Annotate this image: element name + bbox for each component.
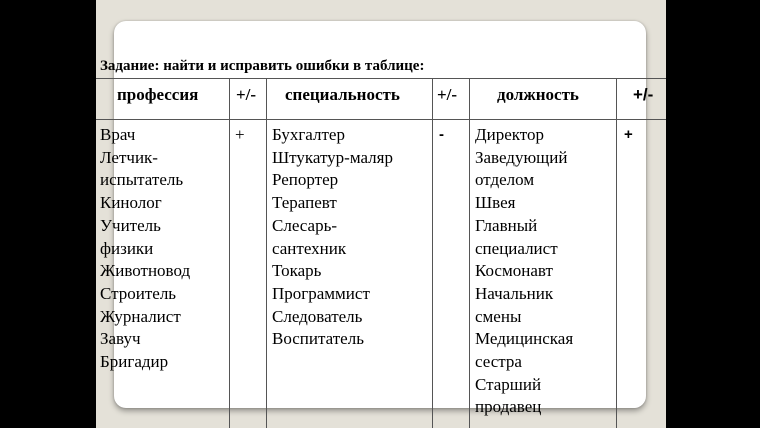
table-cell: Штукатур-маляр (272, 147, 393, 167)
table-cell: Воспитатель (272, 329, 364, 349)
table-cell: Токарь (272, 261, 322, 281)
table-cell: Старший (475, 374, 542, 394)
table-cell: Начальник (475, 283, 554, 303)
table-cell: сестра (475, 352, 522, 372)
table-cell: Журналист (100, 306, 181, 326)
table-cell: Следователь (272, 306, 363, 326)
table-cell: Учитель (100, 215, 161, 235)
mark-profession: + (235, 125, 245, 144)
table-cell: Терапевт (272, 193, 337, 213)
task-title: Задание: найти и исправить ошибки в таблице: (100, 58, 425, 74)
table-cell: Строитель (100, 283, 177, 303)
header-mark-specialty: +/- (437, 85, 458, 104)
mark-position: + (624, 126, 633, 143)
header-specialty: специальность (285, 85, 400, 104)
table-cell: физики (100, 238, 154, 258)
table-cell: сантехник (272, 238, 347, 258)
table-top-border (96, 78, 666, 79)
header-mark-position: +/- (633, 85, 654, 104)
table-cell: Швея (475, 193, 516, 213)
column-divider (432, 78, 433, 428)
table-cell: Врач (100, 125, 136, 144)
specialty-column (272, 124, 393, 351)
table-cell: Космонавт (475, 261, 553, 281)
table-cell: Завуч (100, 329, 141, 349)
mark-specialty: - (439, 126, 444, 143)
table-cell: Главный (475, 215, 538, 235)
table-cell: Бухгалтер (272, 125, 345, 144)
column-divider (266, 78, 267, 428)
table-cell: Директор (475, 125, 544, 144)
table-cell: Животновод (100, 261, 191, 281)
header-position: должность (497, 85, 579, 104)
answer-table (96, 78, 666, 428)
column-divider (616, 78, 617, 428)
table-cell: Летчик- (100, 147, 158, 167)
table-cell: Слесарь- (272, 215, 338, 235)
slide (96, 0, 666, 428)
header-divider (96, 119, 666, 120)
position-column (475, 124, 573, 419)
table-cell: специалист (475, 238, 558, 258)
header-profession: профессия (117, 85, 199, 104)
column-divider (469, 78, 470, 428)
table-cell: Кинолог (100, 193, 162, 213)
table-cell: Бригадир (100, 352, 169, 372)
table-cell: Программист (272, 283, 370, 303)
table-cell: Заведующий (475, 147, 568, 167)
profession-column (100, 124, 190, 374)
table-cell: Медицинская (475, 329, 574, 349)
column-divider (229, 78, 230, 428)
table-cell: отделом (475, 170, 535, 190)
table-cell: Репортер (272, 170, 339, 190)
table-cell: смены (475, 306, 522, 326)
table-cell: испытатель (100, 170, 184, 190)
table-cell: продавец (475, 397, 542, 417)
header-mark-profession: +/- (236, 85, 257, 104)
